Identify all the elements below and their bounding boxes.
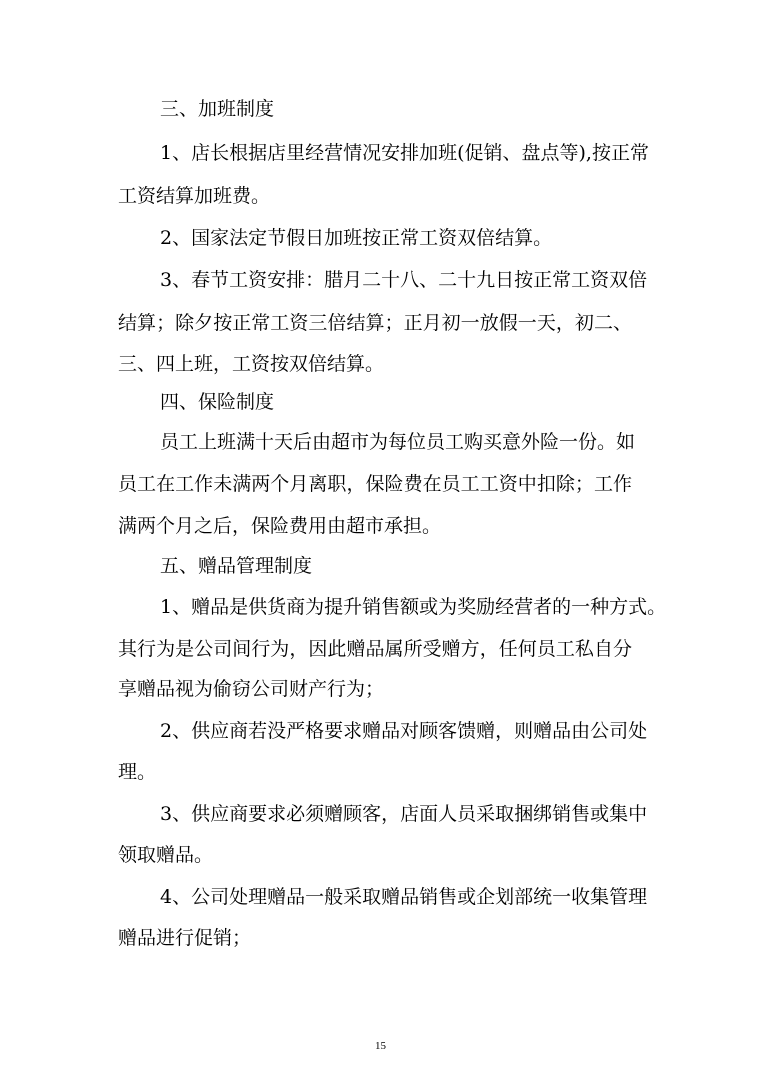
paragraph-line: 享赠品视为偷窃公司财产行为； xyxy=(118,678,385,700)
paragraph-line-first: 1、赠品是供货商为提升销售额或为奖励经营者的一种方式。 xyxy=(160,596,667,618)
paragraph-line-first: 3、供应商要求必须赠顾客，店面人员采取捆绑销售或集中 xyxy=(160,803,648,825)
paragraph-line: 领取赠品。 xyxy=(118,844,214,866)
paragraph-line-first: 员工上班满十天后由超市为每位员工购买意外险一份。如 xyxy=(160,431,636,453)
paragraph-line: 理。 xyxy=(118,761,157,783)
paragraph-line-first: 3、春节工资安排：腊月二十八、二十九日按正常工资双倍 xyxy=(160,269,648,291)
paragraph-line: 结算；除夕按正常工资三倍结算；正月初一放假一天，初二、 xyxy=(118,312,632,334)
paragraph-line: 满两个月之后，保险费用由超市承担。 xyxy=(118,515,442,537)
paragraph-line: 其行为是公司间行为，因此赠品属所受赠方，任何员工私自分 xyxy=(118,638,632,660)
paragraph-line-first: 2、供应商若没严格要求赠品对顾客馈赠，则赠品由公司处 xyxy=(160,720,648,742)
paragraph-line: 三、四上班，工资按双倍结算。 xyxy=(118,353,385,375)
paragraph-line-first: 五、赠品管理制度 xyxy=(160,555,313,577)
paragraph-line-first: 2、国家法定节假日加班按正常工资双倍结算。 xyxy=(160,227,553,249)
paragraph-line-first: 1、店长根据店里经营情况安排加班(促销、盘点等),按正常 xyxy=(160,142,649,164)
paragraph-line: 赠品进行促销； xyxy=(118,927,252,949)
page-number: 15 xyxy=(375,1040,386,1052)
paragraph-line: 工资结算加班费。 xyxy=(118,185,271,207)
paragraph-line-first: 三、加班制度 xyxy=(160,98,275,120)
paragraph-line-first: 四、保险制度 xyxy=(160,391,275,413)
paragraph-line: 员工在工作未满两个月离职，保险费在员工工资中扣除；工作 xyxy=(118,473,632,495)
paragraph-line-first: 4、公司处理赠品一般采取赠品销售或企划部统一收集管理 xyxy=(160,886,648,908)
